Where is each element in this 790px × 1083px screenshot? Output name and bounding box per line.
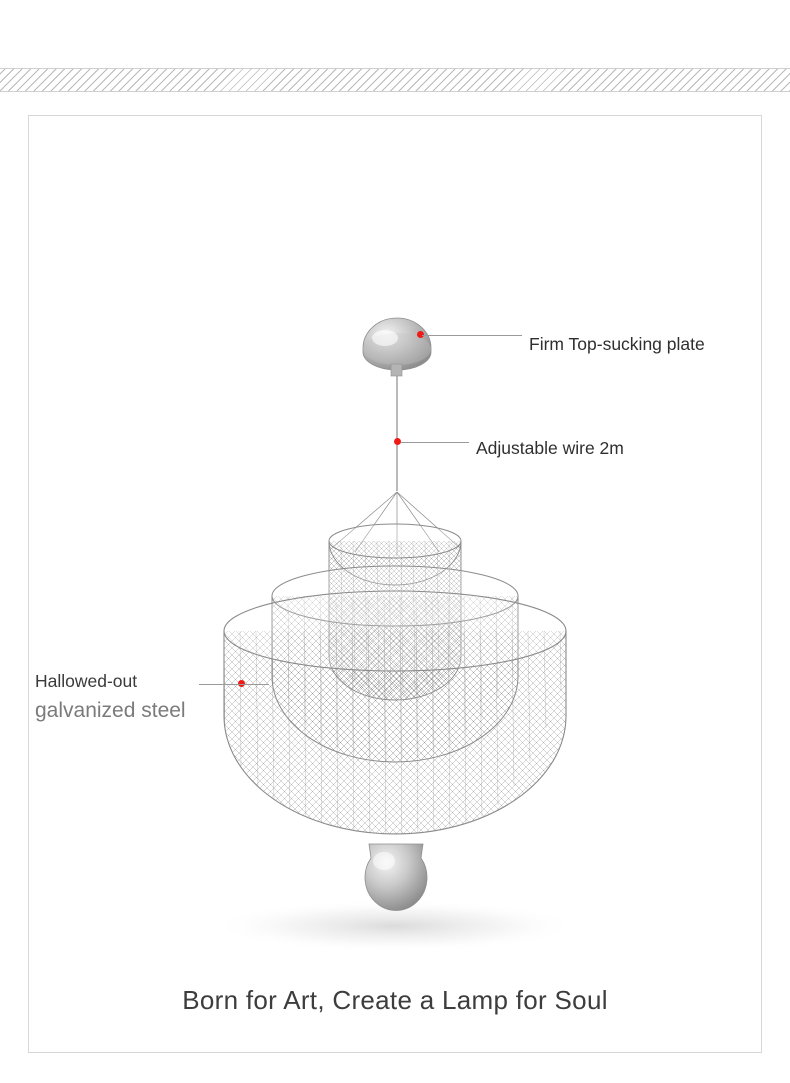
outer-mesh-bowl <box>224 591 566 846</box>
annotation-material-line1: Hallowed-out <box>35 671 138 691</box>
annotation-adjustable-wire: Adjustable wire 2m <box>476 438 624 458</box>
top-plate-graphic <box>363 318 431 376</box>
wire-marker-dot <box>394 438 401 445</box>
wire-leader-line <box>401 442 469 443</box>
product-figure-card <box>28 115 762 1053</box>
annotation-material-line2: galvanized steel <box>35 699 186 723</box>
annotation-material <box>35 668 245 728</box>
figure-caption: Born for Art, Create a Lamp for Soul <box>182 985 608 1015</box>
bottom-finial-graphic <box>365 844 427 911</box>
top-plate-leader-line <box>422 335 522 336</box>
annotation-top-plate: Firm Top-sucking plate <box>529 334 705 354</box>
pendant-lamp-illustration <box>29 116 761 996</box>
lamp-illustration-stage <box>29 116 761 996</box>
hatched-divider <box>0 68 790 92</box>
